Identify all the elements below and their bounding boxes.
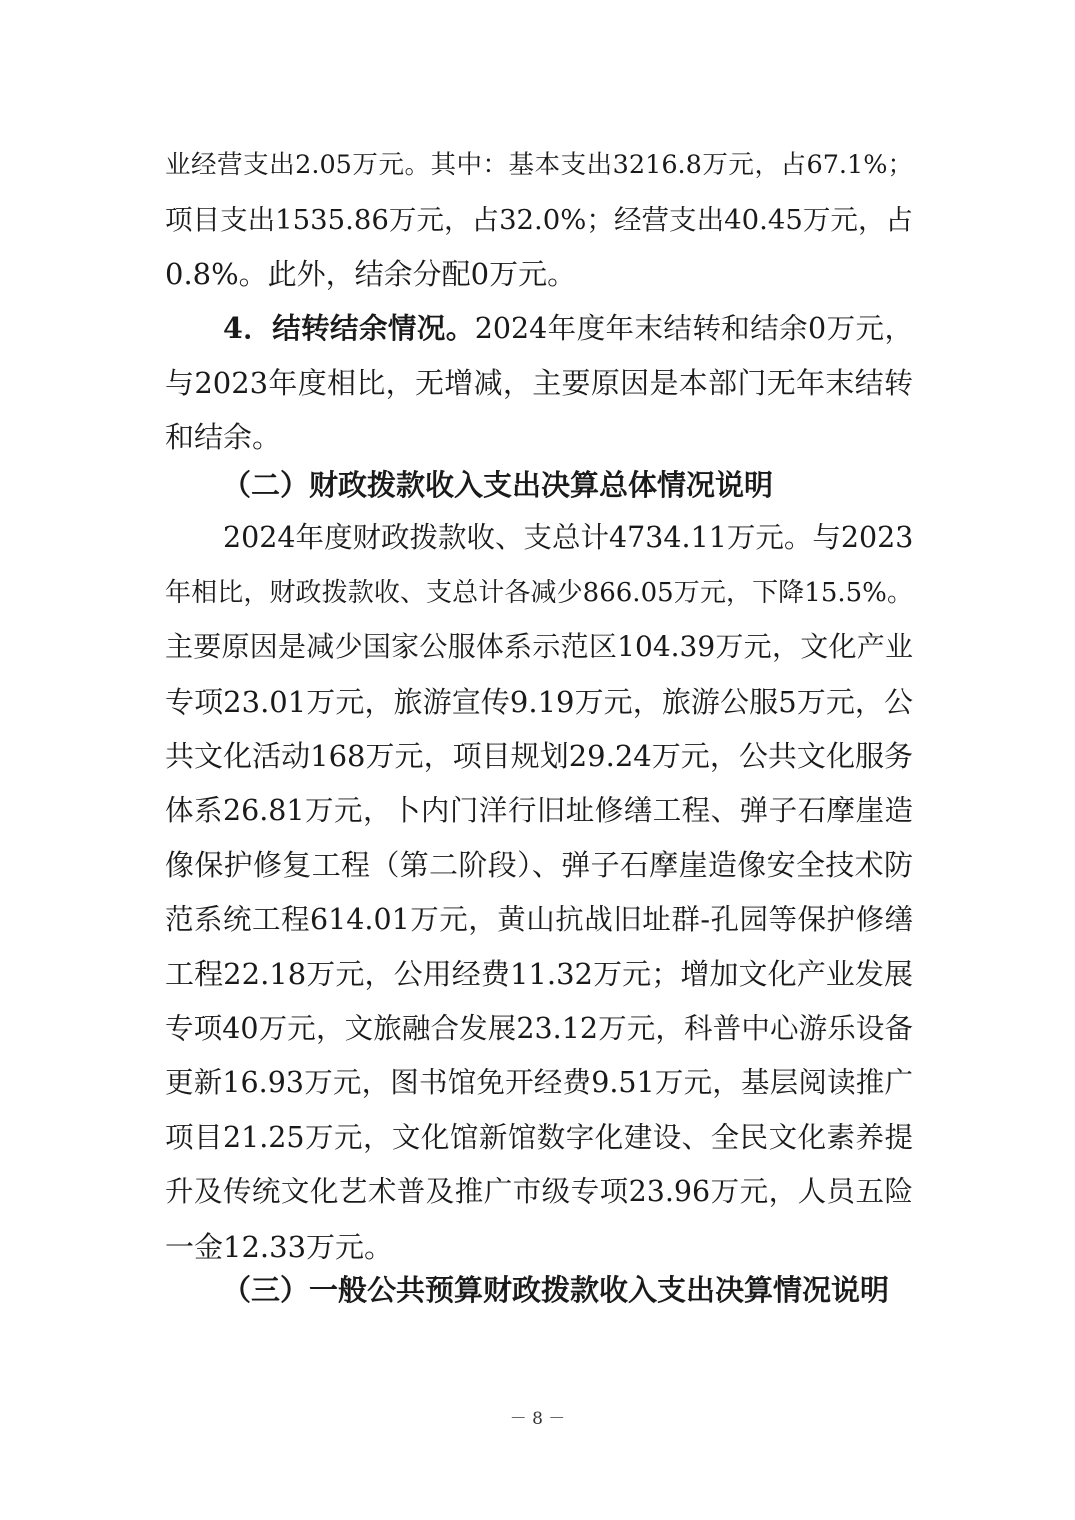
text-line: 主要原因是减少国家公服体系示范区104.39万元，文化产业 <box>165 630 913 663</box>
text-line: 体系26.81万元，卜内门洋行旧址修缮工程、弹子石摩崖造 <box>165 793 913 827</box>
text-line: 像保护修复工程（第二阶段）、弹子石摩崖造像安全技术防 <box>165 848 913 882</box>
text-line: 更新16.93万元，图书馆免开经费9.51万元，基层阅读推广 <box>165 1066 913 1099</box>
section-heading-fiscal-appropriation: （二）财政拨款收入支出决算总体情况说明 <box>222 468 774 502</box>
paragraph-fiscal-appropriation-overview <box>165 511 913 1274</box>
text-line: 范系统工程614.01万元，黄山抗战旧址群-孔园等保护修缮 <box>165 902 913 936</box>
paragraph-carryover-balance <box>165 301 913 465</box>
text-line: 项目支出1535.86万元，占32.0%；经营支出40.45万元，占 <box>165 203 913 236</box>
text-line: 一金12.33万元。 <box>165 1229 394 1264</box>
text-line: 年相比，财政拨款收、支总计各减少866.05万元，下降15.5%。 <box>165 577 913 608</box>
page-number: － 8 － <box>509 1409 566 1429</box>
text-line: 共文化活动168万元，项目规划29.24万元，公共文化服务 <box>165 739 913 773</box>
section-lead-carryover: 4．结转结余情况。 <box>223 311 475 345</box>
section-heading-general-public-budget: （三）一般公共预算财政拨款收入支出决算情况说明 <box>222 1273 890 1307</box>
text-line: 业经营支出2.05万元。其中：基本支出3216.8万元，占67.1%； <box>165 150 913 180</box>
text-line: 工程22.18万元，公用经费11.32万元；增加文化产业发展 <box>165 957 913 991</box>
text-line: 和结余。 <box>165 420 282 454</box>
text-line: 专项40万元，文旅融合发展23.12万元，科普中心游乐设备 <box>165 1011 913 1045</box>
text-line: 专项23.01万元，旅游宣传9.19万元，旅游公服5万元，公 <box>165 684 913 719</box>
text-line: 升及传统文化艺术普及推广市级专项23.96万元，人员五险 <box>165 1175 913 1208</box>
text-line <box>165 301 913 356</box>
paragraph-expenditure-breakdown <box>165 138 913 302</box>
text-span: 2024年度年末结转和结余0万元， <box>474 312 913 345</box>
text-line: 2024年度财政拨款收、支总计4734.11万元。与2023 <box>223 521 913 554</box>
text-line: 项目21.25万元，文化馆新馆数字化建设、全民文化素养提 <box>165 1120 913 1154</box>
text-line: 0.8%。此外，结余分配0万元。 <box>165 257 577 291</box>
text-line: 与2023年度相比，无增减，主要原因是本部门无年末结转 <box>165 365 913 400</box>
